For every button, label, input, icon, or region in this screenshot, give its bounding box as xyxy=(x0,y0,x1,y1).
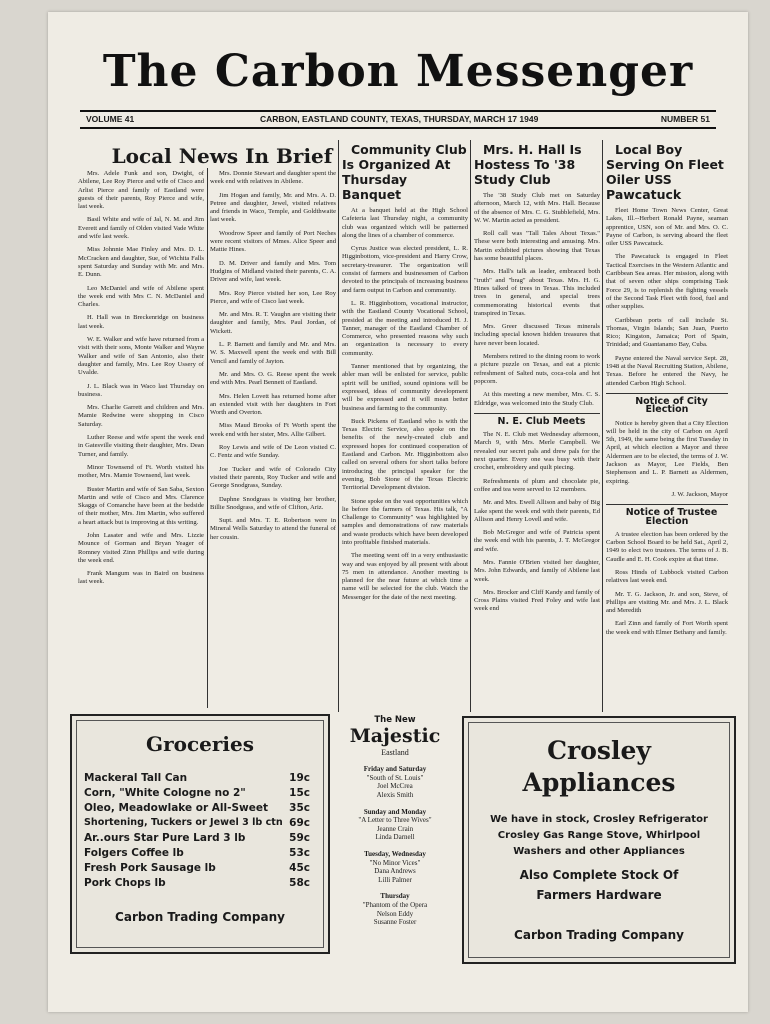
groceries-company: Carbon Trading Company xyxy=(115,910,285,924)
city-election-headline: Notice of City Election xyxy=(606,393,728,415)
ne-club-headline: N. E. Club Meets xyxy=(474,413,600,426)
show-block: Tuesday, Wednesday "No Minor Vices" Dana Andrews Lilli Palmer xyxy=(364,849,426,884)
study-club-article xyxy=(474,142,600,712)
news-item: Earl Zinn and family of Fort Worth spent the week end with Elmer Bethany and family. xyxy=(606,620,728,636)
article-paragraph: The '38 Study Club met on Saturday afternoon, March 12, with Mrs. Hall. Because of the absence of Mrs. C. G. Stubblefield, Mrs. W. W. Martin acted as president. xyxy=(474,192,600,224)
news-item: Mr. and Mrs. Ewell Allison and baby of Big Lake spent the week end with their parents, Ed Allison and Henry Lovell and wife. xyxy=(474,499,600,523)
news-item: J. L. Black was in Waco last Thursday on business. xyxy=(78,382,204,398)
local-news-col-1 xyxy=(78,170,204,712)
news-item: Roy Lewis and wife of De Leon visited C. C. Fentz and wife Sunday. xyxy=(210,444,336,460)
masthead-title: The Carbon Messenger xyxy=(102,46,694,97)
article-paragraph: The N. E. Club met Wednesday afternoon, March 9, with Mrs. Merle Campbell. We revealed our secret pals and drew pals for the next quarter. Every one was busy with their crochet, embroidery and quilt piecing. xyxy=(474,431,600,472)
column-rule xyxy=(470,140,471,712)
article-paragraph: Cyrus Justice was elected president, L. R. Higginbottom, vice-president and Harry Crow, secretary-treasurer. The organization will consist of farmers and businessmen of Carbon devoted to the principals of increasing business and farm output in Carbon and community. xyxy=(342,245,468,294)
article-paragraph: Payne entered the Naval service Sept. 28, 1948 at the Naval Recruiting Station, Abilene, Texas. Before he entered the Navy, he attended Carbon High School. xyxy=(606,354,728,387)
news-item: D. M. Driver and family and Mrs. Tom Hudgins of Midland visited their parents, C. A. Driver and wife, last week. xyxy=(210,259,336,284)
news-item: Minor Townsend of Ft. Worth visited his mother, Mrs. Mamie Townsend, last week. xyxy=(78,463,204,480)
grocery-item: Oleo, Meadowlake or All-Sweet 35c xyxy=(84,802,310,814)
news-item: Miss Maud Brooks of Ft Worth spent the week end with her sister, Mrs. Allie Gilbert. xyxy=(210,422,336,438)
news-item: L. P. Barnett and family and Mr. and Mrs. W. S. Maxwell spent the week end with Bill Vencil and family of Jayton. xyxy=(210,341,336,365)
show-block: Friday and Saturday "South of St. Louis" Joel McCrea Alexis Smith xyxy=(363,765,427,799)
article-paragraph: Caribbean ports of call include St. Thomas, Virgin Islands; San Juan, Puerto Rico; Kingston, Jamaica; Port of Spain, Trinidad; and Guantanamo Bay, Cuba. xyxy=(606,316,728,349)
groceries-title: Groceries xyxy=(146,732,254,756)
news-item: Daphne Snodgrass is visiting her brother, Billie Snodgrass, and wife of Clifton, Ariz. xyxy=(210,495,336,511)
news-item: Mrs. Adele Funk and son, Dwight, of Abilene, Lee Roy Pierce and wife of Cisco and Arlist Pierce and family of Eastland were guests of their parents, Roy Pierce and wife, last week. xyxy=(78,170,204,211)
article-paragraph: Members retired to the dining room to work a picture puzzle on Texas, and eat a picnic refreshment of Salted nuts, coca-cola and hot popcorn. xyxy=(474,353,600,385)
community-club-headline: Community Club Is Organized At Thursday Banquet xyxy=(342,142,467,202)
news-item: Luther Reese and wife spent the week end in Gatesville visiting their daughter, Mrs. Dean Turner, and family. xyxy=(78,434,204,458)
news-item: Mrs. Donnie Stewart and daughter spent the week end with relatives in Abilene. xyxy=(210,170,336,186)
news-item: Woodrow Speer and family of Port Neches were recent visitors of Mmes. Alice Speer and Mattie Hines. xyxy=(210,229,336,254)
news-item: Basil White and wife of Jal, N. M. and Jim Everett and family of Olden visited Vade White and wife last week. xyxy=(78,216,204,241)
masthead-rule-bottom xyxy=(80,127,716,129)
news-item: Jim Hogan and family, Mr. and Mrs. A. D. Petree and daughter, Jewel, visited relatives and friends in Waco, Temple, and Goldthwaite last week. xyxy=(210,191,336,224)
community-club-article xyxy=(342,142,468,712)
article-paragraph: Mrs. Greer discussed Texas minerals including special known hidden treasures that have never been located. xyxy=(474,323,600,347)
article-paragraph: Tanner mentioned that by organizing, the abler man will be enlisted for service, public spirit will be unified, sound opinions will be expressed, ideas of community development will be expressed and it will mean better business and farming to the community. xyxy=(342,363,468,412)
local-news-headline: Local News In Brief xyxy=(111,144,333,168)
article-paragraph: Notice is hereby given that a City Election will be held in the city of Carbon on April 5th, 1949, the same being the first Tuesday in April, at which election a Mayor and three Aldermen are to be elected, the terms of J. W. Jackson as Mayor, Lee Fields, Ben Stephenson and L. P. Barnett as Aldermen, expiring. xyxy=(606,419,728,485)
crosley-title-2: Appliances xyxy=(522,768,676,797)
newspaper-page xyxy=(48,12,748,1012)
news-item: Mr. T. G. Jackson, Jr. and son, Steve, of Phillips are visiting Mr. and Mrs. J. L. Black and Meredith xyxy=(606,590,728,615)
grocery-item: Fresh Pork Sausage lb 45c xyxy=(84,862,310,874)
news-item: H. Hall was in Breckenridge on business last week. xyxy=(78,314,204,330)
show-block: Sunday and Monday "A Letter to Three Wives" Jeanne Crain Linda Darnell xyxy=(358,807,432,842)
article-paragraph: Stone spoke on the vast opportunities which lie before the farmers of Texas. His talk, "A Challenge to Community" was highlighted by samples and demonstrations of raw materials and waste products which have been developed into profitable finished materials. xyxy=(342,497,468,546)
news-item: Mr. and Mrs. R. T. Vaughn are visiting their daughter and family, Mrs. Paul Jordan, of Wickett. xyxy=(210,311,336,335)
crosley-line: Crosley Gas Range Stove, Whirlpool xyxy=(497,830,701,841)
article-paragraph: Fleet Home Town News Center, Great Lakes, Ill.--Herbert Ronald Payne, seaman apprentice, USN, son of Mr. and Mrs. O. C. Payne of Carbon, is serving aboard the fleet oiler USS Pawcatuck. xyxy=(606,207,728,248)
crosley-line: Farmers Hardware xyxy=(536,888,662,902)
grocery-item: Folgers Coffee lb 53c xyxy=(84,847,310,859)
article-paragraph: The Pawcatuck is engaged in Fleet Tactical Exercises in the Western Atlantic and Caribbean Sea areas. Her mission, along with that of seven other ships comprising Task Force 29, is to replenish the fighting vessels of the Second Task Fleet with food, fuel and other supplies. xyxy=(606,253,728,311)
trustee-election-headline: Notice of Trustee Election xyxy=(606,504,728,526)
grocery-item: Mackeral Tall Can 19c xyxy=(84,772,310,784)
show-block: Thursday "Phantom of the Opera Nelson Eddy Susanne Foster xyxy=(362,892,428,927)
news-item: Miss Johnnie Mae Finley and Mrs. D. L. McCracken and daughter, Sue, of Wichita Falls spent Saturday and Sunday with Mr. and Mrs. E. Dunn. xyxy=(78,246,204,279)
news-item: Leo McDaniel and wife of Abilene spent the week end with Mrs C. N. McDaniel and Charles. xyxy=(78,284,204,309)
column-rule xyxy=(602,140,603,712)
date-line-text: CARBON, EASTLAND COUNTY, TEXAS, THURSDAY, MARCH 17 1949 xyxy=(260,114,539,124)
news-item: Mrs. Helen Lovett has returned home after an extended visit with her daughters in Fort Worth and Overton. xyxy=(210,392,336,417)
grocery-item: Shortening, Tuckers or Jewel 3 lb ctn 69c xyxy=(84,817,310,829)
news-item: Ross Hinds of Lubbock visited Carbon relatives last week end. xyxy=(606,568,728,585)
crosley-company: Carbon Trading Company xyxy=(514,928,684,942)
study-club-headline: Mrs. H. Hall Is Hostess To '38 Study Club xyxy=(474,142,582,187)
crosley-ad xyxy=(462,716,736,964)
majestic-town: Eastland xyxy=(381,747,409,757)
news-item: Mrs. Brocker and Cliff Kandy and family of Cross Plains visited Fred Foley and wife last week end xyxy=(474,588,600,613)
news-item: Mrs. Charlie Garrett and children and Mrs. Mamie Redwine were shopping in Cisco Saturday. xyxy=(78,404,204,428)
dateline xyxy=(80,114,716,128)
grocery-item: Corn, "White Cologne no 2" 15c xyxy=(84,787,310,799)
article-paragraph: Mrs. Hall's talk as leader, embraced both "truth" and "brag" about Texas. Mrs. H. G. Hines talked of trees in Texas. This included trees in general, and special trees commemorating historical events that transpired in Texas. xyxy=(474,268,600,317)
crosley-line: Washers and other Appliances xyxy=(513,846,685,857)
news-item: Mrs. Fannie O'Brien visited her daughter, Mrs. John Edwards, and family of Abilene last week. xyxy=(474,558,600,583)
news-item: Supt. and Mrs. T. E. Robertson were in Mineral Wells Saturday to attend the funeral of her cousin. xyxy=(210,517,336,541)
local-boy-headline: Local Boy Serving On Fleet Oiler USS Pawcatuck xyxy=(606,142,724,202)
majestic-name: Majestic xyxy=(349,724,441,747)
local-boy-article xyxy=(606,142,728,712)
grocery-item: Ar..ours Star Pure Lard 3 lb 59c xyxy=(84,832,310,844)
local-news-col-2 xyxy=(210,170,336,712)
article-paragraph: Refreshments of plum and chocolate pie, coffee and tea were served to 12 members. xyxy=(474,477,600,493)
issue-number: NUMBER 51 xyxy=(660,114,710,124)
column-rule xyxy=(207,168,208,708)
crosley-title-1: Crosley xyxy=(547,736,651,765)
volume-label: VOLUME 41 xyxy=(86,114,135,124)
news-item: Mr. and Mrs. O. G. Reese spent the week end with Mrs. Pearl Bennett of Eastland. xyxy=(210,370,336,387)
news-item: Bob McGregor and wife of Patricia spent the week end with his parents, J. T. McGregor and wife. xyxy=(474,529,600,553)
news-item: John Lasater and wife and Mrs. Lizzie Mounce of Gorman and Bryan Yeager of Romney visited Zinn Phillips and wife during the week end. xyxy=(78,531,204,564)
grocery-item: Pork Chops lb 58c xyxy=(84,877,310,889)
news-item: W. E. Walker and wife have returned from a visit with their sons, Monte Walker and Wayne Walker and wife of San Antonio, also their daughter and family, Mrs. Lee Roy Ussery of Uvalde. xyxy=(78,336,204,377)
article-paragraph: At this meeting a new member, Mrs. C. S. Eldridge, was welcomed into the Study Club. xyxy=(474,391,600,407)
news-item: Buster Martin and wife of San Saba, Sexton Martin and wife of Cisco and Mrs. Clarence Skaggs of Comanche have been at the bedside of their mother, Mrs. Jim Martin, who suffered a heart attack but is improving at this writing. xyxy=(78,485,204,526)
majestic-the-new: The New xyxy=(374,715,416,725)
crosley-line: Also Complete Stock Of xyxy=(519,868,679,882)
article-paragraph: A trustee election has been ordered by the Carbon School Board to be held Sat., April 2, 1949 to elect two trustees. The terms of J. B. Caudle and E. H. Cook expire at that time. xyxy=(606,530,728,563)
signature-line: J. W. Jackson, Mayor xyxy=(671,490,728,498)
crosley-line: We have in stock, Crosley Refrigerator xyxy=(490,814,708,825)
masthead-rule-top xyxy=(80,110,716,112)
news-item: Frank Mangum was in Baird on business last week. xyxy=(78,570,204,586)
column-rule xyxy=(338,140,339,712)
article-paragraph: The meeting went off in a very enthusiastic way and was enjoyed by all present with about 75 men in attendance. Another meeting is planned for the near future at which time a name will be selected for the club. Watch the Messenger for the date of the next meeting. xyxy=(342,552,468,601)
article-paragraph: Buck Pickens of Eastland who is with the Texas Electric Service, also spoke on the benefits of the newly-created club and expressed hopes for continued cooperation of Eastland and Carbon. Mr. Higginbottom also called on several others for short talks before introducing the principal speaker for the evening, Bob Stone of the Texas Electric Territorial Development division. xyxy=(342,417,468,492)
article-paragraph: Roll call was "Tall Tales About Texas." These were both interesting and amusing. Mrs. Martin exhibited pictures showing that Texas has some beautiful places. xyxy=(474,230,600,263)
groceries-ad xyxy=(70,714,330,954)
news-item: Mrs. Roy Pierce visited her son, Lee Roy Pierce, and wife of Cisco last week. xyxy=(210,289,336,305)
majestic-ad xyxy=(332,716,458,935)
news-item: Joe Tucker and wife of Colorado City visited their parents, Roy Tucker and wife and George Snodgrass, Sunday. xyxy=(210,465,336,490)
article-paragraph: L. R. Higginbottom, vocational instructor, with the Eastland County Vocational School, presided at the meeting and introduced H. J. Tanner, manager of the Eastland Chamber of Commerce, who presented reasons why such an organization is necessary to every community. xyxy=(342,299,468,357)
article-paragraph: At a banquet held at the High School Cafeteria last Thursday night, a community club was organized which will be patterned along the lines of a chamber of commerce. xyxy=(342,207,468,239)
